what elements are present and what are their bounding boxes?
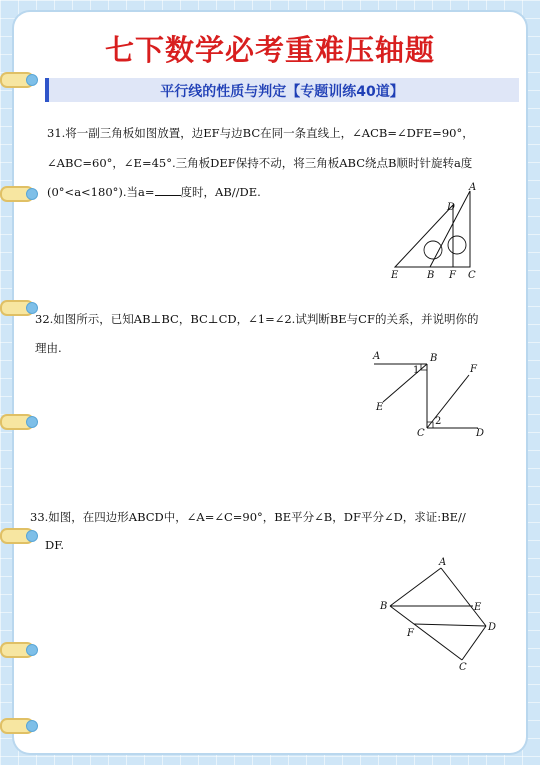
- label-C: C: [459, 662, 467, 673]
- label-A: A: [373, 351, 381, 362]
- figure-33-quadrilateral: [378, 558, 498, 673]
- page-subtitle: 平行线的性质与判定【专题训练40道】: [160, 84, 404, 100]
- question-31-line-2: ∠ABC=60°，∠E=45°.三角板DEF保持不动，将三角板ABC绕点B顺时针旋转a度: [47, 156, 473, 170]
- question-33-line-2: DF.: [45, 538, 65, 552]
- binder-ring: [0, 186, 36, 200]
- page-title: 七下数学必考重难压轴题: [104, 33, 435, 67]
- label-B: B: [430, 353, 438, 364]
- question-33-line-1: 33.如图，在四边形ABCD中，∠A=∠C=90°，BE平分∠B，DF平分∠D，求证:BE//: [30, 510, 466, 524]
- question-31-line-3: [47, 184, 261, 200]
- question-31-line-3-end: 度时，AB//DE.: [180, 185, 261, 199]
- label-D: D: [488, 622, 497, 633]
- answer-blank[interactable]: [155, 185, 181, 196]
- label-F: F: [470, 364, 477, 375]
- binder-ring: [0, 642, 36, 656]
- label-C: C: [417, 428, 425, 439]
- question-31-line-3-start: (0°<a<180°).当a=: [47, 185, 155, 199]
- question-32-line-1: 32.如图所示，已知AB⊥BC，BC⊥CD，∠1=∠2.试判断BE与CF的关系，并说明你的: [35, 312, 479, 326]
- label-A: A: [439, 557, 447, 568]
- label-E: E: [376, 402, 384, 413]
- label-E: E: [474, 602, 482, 613]
- label-B: B: [380, 601, 388, 612]
- label-B: B: [427, 270, 435, 281]
- label-D: D: [476, 428, 485, 439]
- binder-ring: [0, 72, 36, 86]
- binder-ring: [0, 718, 36, 732]
- figure-32-perpendiculars: [372, 350, 492, 440]
- angle-1-label: 1: [413, 365, 420, 376]
- binder-ring: [0, 300, 36, 314]
- label-A: A: [469, 182, 477, 193]
- label-D: D: [447, 202, 456, 213]
- angle-2-label: 2: [435, 416, 442, 427]
- binder-ring: [0, 414, 36, 428]
- label-E: E: [391, 270, 399, 281]
- label-C: C: [468, 270, 476, 281]
- question-31-line-1: 31.将一副三角板如图放置，边EF与边BC在同一条直线上，∠ACB=∠DFE=90°，: [47, 126, 474, 140]
- label-F: F: [449, 270, 456, 281]
- question-32-line-2: 理由.: [35, 341, 62, 355]
- binder-ring: [0, 528, 36, 542]
- figure-31-triangles: [390, 182, 490, 285]
- label-F: F: [407, 628, 414, 639]
